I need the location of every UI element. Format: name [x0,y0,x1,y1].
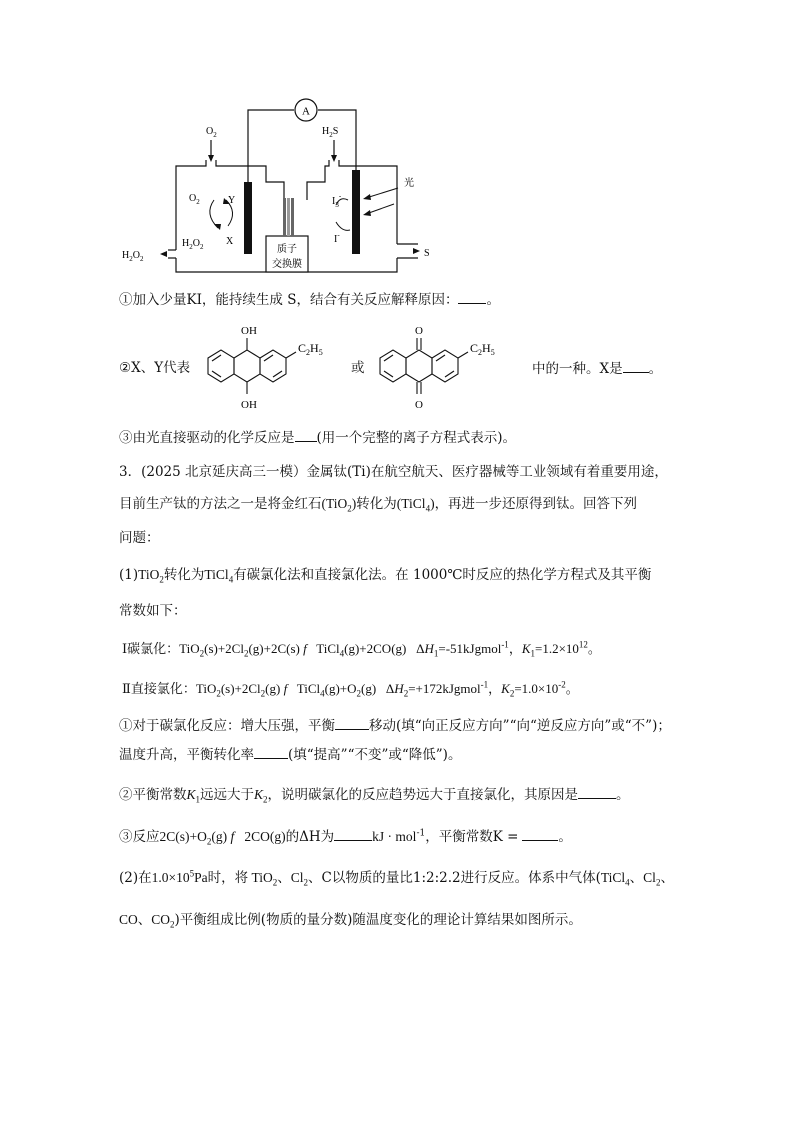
q3-text: ③由光直接驱动的化学反应是 [119,430,295,446]
i3-label: $I_3^-$ [332,192,342,209]
period: 。 [486,292,500,308]
sub3d: ，平衡常数K = [425,829,519,845]
o2-left-label: $O_2$ [189,193,200,206]
p2c: 、C以物质的量比1:2:2.2进行反应。体系中气体( [308,870,601,886]
ammeter-label: A [302,105,310,118]
anthraquinone-structure [370,316,530,416]
o-bottom: O [415,399,423,411]
p3-q1c: 有碳氯化法和直接氯化法。在 1000℃时反应的热化学方程式及其平衡 [233,567,652,583]
sub1-line2 [119,744,461,765]
q2-blank[interactable] [623,358,649,373]
p3-line1 [119,462,668,482]
right-electrode [352,170,360,254]
p3-q1a: (1) [119,567,139,583]
p3-q1b: 转化为 [163,567,205,583]
c2h5-group-2: $C_2H_5$ [470,341,495,357]
q2-post [532,358,662,379]
q2-pre-text: ②X、Y代表 [119,360,191,376]
p2-line2: CO、$CO_2$)平衡组成比例(物质的量分数)随温度变化的理论计算结果如图所示。 [119,912,582,930]
equation-1: Ⅰ碳氯化：$TiO_2(s)+2Cl_2(g)+2C(s)$ f TiCl$_4$(g)+2CO(g) $\Delta H_1=-51kJgmol^{-1}$，$K_1=1.2\times 10^{12}$。 [122,639,601,659]
o-top: O [415,325,423,337]
sub1-blank2[interactable] [254,744,288,759]
q1-blank[interactable] [458,289,486,304]
eq1-label: Ⅰ碳氯化： [122,641,180,656]
oh-top: OH [241,325,257,337]
p2a: (2)在 [119,870,152,886]
period: 。 [558,829,572,845]
h2o2-inner-label: $H_2O_2$ [182,238,204,251]
p3-line2c: ，再进一步还原得到钛。回答下列 [434,496,638,512]
sub3c: kJ · mol [372,829,417,844]
q2-post-text: 中的一种。X是 [532,361,623,377]
p3-line1-text: 3．(2025 北京延庆高三一模）金属钛(Ti)在航空航天、医疗器械等工业领域有着重要用途， [119,464,668,480]
membrane-label-2: 交换膜 [272,259,302,270]
sub3-blank2[interactable] [522,826,558,841]
q1-text: ①加入少量KI，能持续生成 S，结合有关反应解释原因： [119,292,459,308]
p3-line2a: 目前生产钛的方法之一是将金红石 [119,496,322,512]
p3-line3 [119,528,160,548]
q3-line [119,427,516,448]
p3-q1d-text: 常数如下： [119,603,187,619]
sub2a: ②平衡常数 [119,787,187,803]
p3-line2b: 转化为 [356,496,397,512]
sub2b: 远远大于 [200,787,255,803]
x-label: X [226,236,234,247]
sub1c: 温度升高，平衡转化率 [119,747,254,763]
sub1a: ①对于碳氯化反应：增大压强，平衡 [119,718,335,734]
or-text: 或 [351,360,365,376]
sub3-line: ③反应$2C(s)+O_2(g)$ f 2CO(g)的ΔH为 kJ · mol$^{-1}$，平衡常数K = 。 [119,826,572,847]
o2-inlet-label: $O_2$ [206,126,217,139]
q2-pre [119,358,190,378]
q2-or [351,358,365,378]
oh-bottom: OH [241,399,257,411]
equation-2: Ⅱ直接氯化：$TiO_2(s)+2Cl_2(g)$ f $TiCl_4(g)+O_2(g)$ $\Delta H_2=+172kJgmol^{-1}$，$K_2=1.0\times 10^{-2}$。 [122,679,579,699]
p3-line2: 目前生产钛的方法之一是将金红石(TiO$_2$)转化为(TiCl$_4$)，再进一步还原得到钛。回答下列 [119,496,638,514]
p2-line1: (2)在$1.0\times 10^5Pa$时，将 TiO$_2$、$Cl_2$、C以物质的量比1:2:2.2进行反应。体系中气体(TiCl$_4$、$Cl_2$、 [119,868,674,888]
electrolytic-cell-diagram [110,95,450,280]
p2e: )平衡组成比例(物质的量分数)随温度变化的理论计算结果如图所示。 [174,912,582,928]
sub3a: ③反应 [119,829,160,845]
sub2-line: ②平衡常数$K_1$远远大于$K_2$，说明碳氯化的反应趋势远大于直接氯化，其原因是 。 [119,784,630,805]
q1-line [119,289,500,310]
sub2-blank[interactable] [578,784,616,799]
sub3b: 的ΔH为 [285,829,335,845]
sub1b: 移动(填“向正反应方向”“向“逆反应方向”或“不”)； [369,718,671,734]
sub3-blank1[interactable] [334,826,372,841]
s-outlet-label: S [424,248,430,259]
light-label: 光 [404,178,414,189]
p3-line3-text: 问题： [119,530,160,546]
y-label: Y [228,195,236,206]
h2o2-outlet-label: $H_2O_2$ [122,250,144,263]
h2s-inlet-label: $H_2S$ [322,126,339,139]
q3-post-text: (用一个完整的离子方程式表示)。 [316,430,517,446]
q3-blank[interactable] [295,427,317,442]
period: 。 [616,787,630,803]
p3-q1: (1)TiO$_2$转化为TiCl$_4$有碳氯化法和直接氯化法。在 1000℃时反应的热化学方程式及其平衡 [119,567,652,585]
period: 。 [648,361,663,377]
anthrahydroquinone-structure [198,316,358,416]
membrane-label-1: 质子 [277,244,297,255]
p2b: 时，将 [207,870,249,886]
eq2-label: Ⅱ直接氯化： [122,681,196,696]
c2h5-group-1: $C_2H_5$ [298,341,323,357]
p3-q1d [119,601,187,621]
i-minus-label: I- [334,231,340,245]
p2d: CO、 [119,912,152,927]
sub1-blank1[interactable] [335,715,369,730]
left-electrode [244,182,252,254]
sub1d: (填“提高”“不变”或“降低”)。 [288,747,462,763]
sub1-line1 [119,715,671,736]
sub2c: ，说明碳氯化的反应趋势远大于直接氯化，其原因是 [267,787,579,803]
